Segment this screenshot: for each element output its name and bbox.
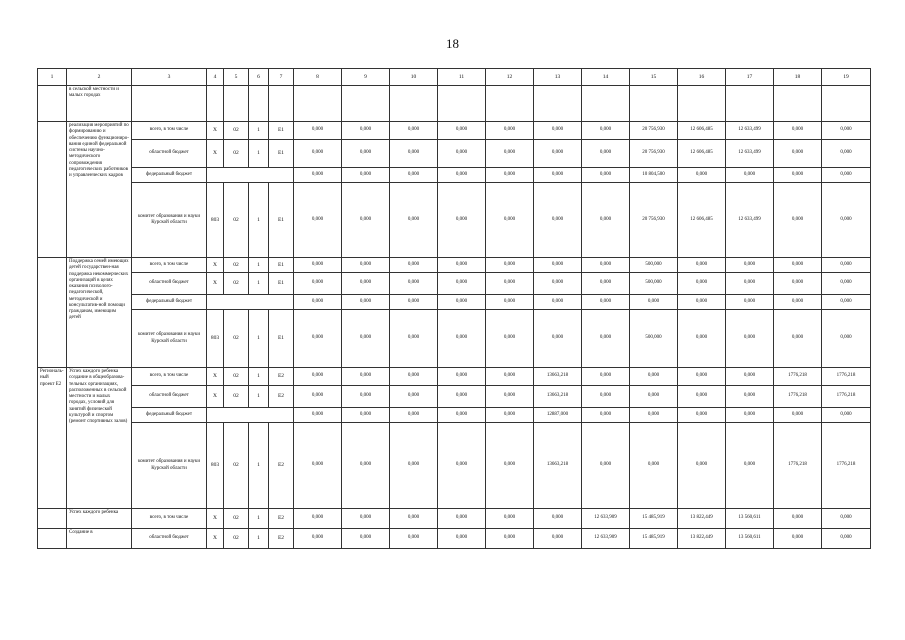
value-cell: 0,000 xyxy=(582,168,630,183)
value-cell: 0,000 xyxy=(438,168,486,183)
value-cell: 0,000 xyxy=(486,529,534,549)
value-cell: 500,000 xyxy=(630,310,678,368)
value-cell: 0,000 xyxy=(582,295,630,310)
code-grbs-cell: X xyxy=(207,258,224,273)
value-cell: 0,000 xyxy=(486,168,534,183)
table-row xyxy=(38,168,871,183)
code-grbs-cell: 803 xyxy=(207,183,224,258)
value-cell: 0,000 xyxy=(486,423,534,509)
header-cell: 3 xyxy=(132,69,207,86)
measure-cell: Поддержка семей имеющих детей государствен-ная поддержка некоммерческих организаций в целях оказания психолого-педагогической, методической и консультатив-ной помощи гражданам, имеющим детей xyxy=(67,258,132,368)
value-cell: 0,000 xyxy=(294,295,342,310)
value-cell: 0,000 xyxy=(486,386,534,408)
code-pr-cell: 1 xyxy=(249,140,269,168)
code-pr-cell: 1 xyxy=(249,122,269,140)
value-cell: 0,000 xyxy=(630,386,678,408)
table-row xyxy=(38,408,871,423)
value-cell: 0,000 xyxy=(582,423,630,509)
value-cell: 0,000 xyxy=(438,183,486,258)
code-grbs-cell: X xyxy=(207,529,224,549)
measure-cell: в сельской местности и малых городах xyxy=(67,86,132,122)
funding-source-cell xyxy=(132,86,207,122)
value-cell: 0,000 xyxy=(390,423,438,509)
value-cell: 15 485,919 xyxy=(630,529,678,549)
value-cell: 0,000 xyxy=(294,168,342,183)
value-cell: 0,000 xyxy=(342,368,390,386)
value-cell: 0,000 xyxy=(582,273,630,295)
value-cell: 0,000 xyxy=(774,122,822,140)
value-cell: 0,000 xyxy=(822,295,871,310)
value-cell xyxy=(390,86,438,122)
code-grbs-cell: 803 xyxy=(207,310,224,368)
value-cell: 0,000 xyxy=(294,258,342,273)
code-pr-cell: 1 xyxy=(249,386,269,408)
code-rz-cell: 02 xyxy=(224,122,249,140)
value-cell: 0,000 xyxy=(390,529,438,549)
header-cell: 7 xyxy=(269,69,294,86)
value-cell: 0,000 xyxy=(390,509,438,529)
code-rz-cell: 02 xyxy=(224,273,249,295)
value-cell: 0,000 xyxy=(486,122,534,140)
header-cell: 18 xyxy=(774,69,822,86)
value-cell: 0,000 xyxy=(534,509,582,529)
value-cell: 0,000 xyxy=(678,408,726,423)
value-cell: 0,000 xyxy=(582,386,630,408)
funding-source-cell: федеральный бюджет xyxy=(132,295,207,310)
value-cell: 13 822,449 xyxy=(678,509,726,529)
value-cell: 0,000 xyxy=(774,183,822,258)
value-cell: 0,000 xyxy=(294,368,342,386)
code-grbs-cell: X xyxy=(207,386,224,408)
code-csr-cell xyxy=(269,86,294,122)
value-cell: 0,000 xyxy=(822,258,871,273)
value-cell xyxy=(726,86,774,122)
value-cell: 10 804,500 xyxy=(630,168,678,183)
value-cell: 0,000 xyxy=(582,408,630,423)
code-rz-cell: 02 xyxy=(224,310,249,368)
project-cell xyxy=(38,86,67,122)
code-grbs-cell: 803 xyxy=(207,423,224,509)
code-grbs-cell: X xyxy=(207,140,224,168)
header-cell: 9 xyxy=(342,69,390,86)
value-cell: 0,000 xyxy=(534,140,582,168)
value-cell: 0,000 xyxy=(294,408,342,423)
value-cell: 0,000 xyxy=(534,295,582,310)
value-cell: 0,000 xyxy=(630,368,678,386)
value-cell: 0,000 xyxy=(678,423,726,509)
value-cell: 0,000 xyxy=(438,258,486,273)
header-cell: 1 xyxy=(38,69,67,86)
value-cell: 0,000 xyxy=(486,310,534,368)
value-cell: 0,000 xyxy=(390,295,438,310)
code-pr-cell xyxy=(249,86,269,122)
funding-source-cell: всего, в том числе xyxy=(132,509,207,529)
table-row xyxy=(38,386,871,408)
measure-cell: Успех каждого ребенка создание в общеобразова-тельных организациях, расположенных в сельской местности и малых городах, условий для занятий физической культурой и спортом (ремонт спортивных залов) xyxy=(67,368,132,509)
code-csr-cell: E2 xyxy=(269,423,294,509)
code-rz-cell: 02 xyxy=(224,423,249,509)
table-row xyxy=(38,295,871,310)
value-cell: 0,000 xyxy=(342,122,390,140)
header-cell: 6 xyxy=(249,69,269,86)
funding-source-cell: комитет образования и науки Курской области xyxy=(132,310,207,368)
value-cell: 0,000 xyxy=(822,509,871,529)
header-cell: 10 xyxy=(390,69,438,86)
value-cell: 0,000 xyxy=(774,258,822,273)
code-grbs-cell: X xyxy=(207,273,224,295)
header-cell: 8 xyxy=(294,69,342,86)
value-cell: 0,000 xyxy=(342,529,390,549)
value-cell: 0,000 xyxy=(342,423,390,509)
header-cell: 4 xyxy=(207,69,224,86)
code-pr-cell: 1 xyxy=(249,310,269,368)
value-cell: 0,000 xyxy=(390,183,438,258)
table-row xyxy=(38,183,871,258)
code-pr-cell: 1 xyxy=(249,529,269,549)
value-cell: 12 633,909 xyxy=(582,509,630,529)
value-cell: 0,000 xyxy=(726,168,774,183)
value-cell: 0,000 xyxy=(342,295,390,310)
header-cell: 17 xyxy=(726,69,774,86)
value-cell xyxy=(822,86,871,122)
value-cell: 0,000 xyxy=(822,273,871,295)
value-cell: 0,000 xyxy=(342,310,390,368)
value-cell: 0,000 xyxy=(438,295,486,310)
value-cell: 0,000 xyxy=(294,273,342,295)
value-cell: 13 560,611 xyxy=(726,509,774,529)
funding-source-cell: федеральный бюджет xyxy=(132,408,207,423)
funding-source-cell: всего, в том числе xyxy=(132,258,207,273)
value-cell: 0,000 xyxy=(582,183,630,258)
value-cell: 500,000 xyxy=(630,273,678,295)
value-cell: 0,000 xyxy=(390,258,438,273)
value-cell xyxy=(774,86,822,122)
value-cell: 0,000 xyxy=(486,295,534,310)
header-cell: 19 xyxy=(822,69,871,86)
value-cell: 0,000 xyxy=(438,529,486,549)
value-cell: 0,000 xyxy=(486,408,534,423)
code-empty-cell xyxy=(207,295,294,310)
code-pr-cell: 1 xyxy=(249,258,269,273)
code-grbs-cell: X xyxy=(207,368,224,386)
value-cell: 20 756,930 xyxy=(630,122,678,140)
value-cell: 0,000 xyxy=(486,509,534,529)
value-cell: 12 606,485 xyxy=(678,183,726,258)
code-rz-cell: 02 xyxy=(224,183,249,258)
value-cell: 12 633,499 xyxy=(726,140,774,168)
value-cell: 15 485,919 xyxy=(630,509,678,529)
value-cell xyxy=(534,86,582,122)
table-row xyxy=(38,423,871,509)
code-pr-cell: 1 xyxy=(249,509,269,529)
header-cell: 14 xyxy=(582,69,630,86)
value-cell: 0,000 xyxy=(534,273,582,295)
code-csr-cell: E1 xyxy=(269,258,294,273)
value-cell: 0,000 xyxy=(822,122,871,140)
value-cell: 0,000 xyxy=(726,423,774,509)
project-cell xyxy=(38,509,67,529)
code-grbs-cell: X xyxy=(207,122,224,140)
code-pr-cell: 1 xyxy=(249,423,269,509)
value-cell: 1776,218 xyxy=(774,386,822,408)
value-cell: 1776,218 xyxy=(822,368,871,386)
value-cell: 0,000 xyxy=(294,423,342,509)
code-csr-cell: E1 xyxy=(269,122,294,140)
value-cell xyxy=(342,86,390,122)
code-pr-cell: 1 xyxy=(249,273,269,295)
table-row xyxy=(38,310,871,368)
table-row xyxy=(38,368,871,386)
value-cell: 13663,218 xyxy=(534,368,582,386)
value-cell: 12 633,499 xyxy=(726,122,774,140)
funding-source-cell: всего, в том числе xyxy=(132,368,207,386)
code-csr-cell: E1 xyxy=(269,140,294,168)
value-cell: 0,000 xyxy=(294,310,342,368)
value-cell: 0,000 xyxy=(822,140,871,168)
measure-cell: Успех каждого ребенка xyxy=(67,509,132,529)
value-cell: 0,000 xyxy=(438,368,486,386)
value-cell: 0,000 xyxy=(582,122,630,140)
code-grbs-cell xyxy=(207,86,224,122)
funding-source-cell: всего, в том числе xyxy=(132,122,207,140)
code-rz-cell: 02 xyxy=(224,140,249,168)
code-rz-cell: 02 xyxy=(224,509,249,529)
value-cell: 0,000 xyxy=(438,310,486,368)
value-cell: 12887,000 xyxy=(534,408,582,423)
value-cell: 12 633,909 xyxy=(582,529,630,549)
value-cell: 0,000 xyxy=(342,509,390,529)
header-cell: 15 xyxy=(630,69,678,86)
value-cell: 0,000 xyxy=(390,168,438,183)
value-cell: 0,000 xyxy=(438,423,486,509)
value-cell: 0,000 xyxy=(438,122,486,140)
value-cell: 12 606,485 xyxy=(678,122,726,140)
value-cell: 0,000 xyxy=(726,368,774,386)
value-cell: 1776,218 xyxy=(822,386,871,408)
value-cell: 0,000 xyxy=(774,140,822,168)
code-csr-cell: E1 xyxy=(269,273,294,295)
header-cell: 13 xyxy=(534,69,582,86)
value-cell: 0,000 xyxy=(390,273,438,295)
value-cell: 0,000 xyxy=(678,368,726,386)
value-cell: 0,000 xyxy=(726,273,774,295)
value-cell xyxy=(438,86,486,122)
value-cell xyxy=(294,86,342,122)
value-cell: 0,000 xyxy=(342,140,390,168)
code-empty-cell xyxy=(207,168,294,183)
value-cell: 0,000 xyxy=(630,295,678,310)
value-cell: 13 822,449 xyxy=(678,529,726,549)
funding-source-cell: областной бюджет xyxy=(132,140,207,168)
header-cell: 2 xyxy=(67,69,132,86)
value-cell xyxy=(582,86,630,122)
value-cell: 0,000 xyxy=(774,168,822,183)
value-cell: 0,000 xyxy=(534,529,582,549)
value-cell: 0,000 xyxy=(774,310,822,368)
value-cell: 0,000 xyxy=(678,168,726,183)
value-cell: 20 756,930 xyxy=(630,183,678,258)
value-cell: 0,000 xyxy=(774,529,822,549)
value-cell: 0,000 xyxy=(438,509,486,529)
header-row xyxy=(38,69,871,86)
funding-source-cell: комитет образования и науки Курской области xyxy=(132,423,207,509)
value-cell: 0,000 xyxy=(582,258,630,273)
value-cell: 0,000 xyxy=(486,140,534,168)
code-csr-cell: E2 xyxy=(269,368,294,386)
value-cell: 0,000 xyxy=(486,368,534,386)
value-cell: 0,000 xyxy=(630,408,678,423)
value-cell: 12 633,499 xyxy=(726,183,774,258)
value-cell: 0,000 xyxy=(534,183,582,258)
value-cell: 0,000 xyxy=(822,529,871,549)
header-cell: 16 xyxy=(678,69,726,86)
code-empty-cell xyxy=(207,408,294,423)
value-cell: 0,000 xyxy=(294,509,342,529)
code-rz-cell: 02 xyxy=(224,258,249,273)
value-cell: 0,000 xyxy=(342,183,390,258)
value-cell: 0,000 xyxy=(486,258,534,273)
value-cell: 0,000 xyxy=(822,310,871,368)
value-cell: 0,000 xyxy=(294,529,342,549)
project-cell: Региональ-ный проект E2 xyxy=(38,368,67,509)
code-csr-cell: E1 xyxy=(269,310,294,368)
funding-source-cell: областной бюджет xyxy=(132,529,207,549)
value-cell: 0,000 xyxy=(678,386,726,408)
page-number: 18 xyxy=(446,36,459,51)
value-cell: 13663,218 xyxy=(534,386,582,408)
value-cell: 0,000 xyxy=(390,386,438,408)
funding-source-cell: комитет образования и науки Курской области xyxy=(132,183,207,258)
code-rz-cell xyxy=(224,86,249,122)
project-cell xyxy=(38,258,67,368)
value-cell: 0,000 xyxy=(822,408,871,423)
value-cell: 0,000 xyxy=(726,295,774,310)
value-cell: 500,000 xyxy=(630,258,678,273)
value-cell: 0,000 xyxy=(822,168,871,183)
value-cell: 13 560,611 xyxy=(726,529,774,549)
project-cell xyxy=(38,529,67,549)
value-cell: 0,000 xyxy=(342,273,390,295)
value-cell xyxy=(678,86,726,122)
value-cell: 0,000 xyxy=(774,273,822,295)
value-cell: 0,000 xyxy=(534,122,582,140)
table-row xyxy=(38,140,871,168)
value-cell: 0,000 xyxy=(678,295,726,310)
value-cell: 0,000 xyxy=(294,122,342,140)
measure-cell: реализация мероприятий по формированию и обеспечению функциониро-вания единой федеральной системы научно-методического сопровождения педагогических работников и управленческих кадров xyxy=(67,122,132,258)
code-pr-cell: 1 xyxy=(249,183,269,258)
code-pr-cell: 1 xyxy=(249,368,269,386)
value-cell: 0,000 xyxy=(726,258,774,273)
code-rz-cell: 02 xyxy=(224,529,249,549)
value-cell: 0,000 xyxy=(582,368,630,386)
value-cell: 0,000 xyxy=(630,423,678,509)
value-cell: 0,000 xyxy=(582,140,630,168)
value-cell: 0,000 xyxy=(438,386,486,408)
value-cell: 0,000 xyxy=(486,273,534,295)
value-cell xyxy=(630,86,678,122)
measure-cell: Создание в xyxy=(67,529,132,549)
value-cell: 0,000 xyxy=(726,310,774,368)
code-rz-cell: 02 xyxy=(224,386,249,408)
value-cell: 0,000 xyxy=(774,509,822,529)
value-cell: 0,000 xyxy=(678,273,726,295)
value-cell: 13663,218 xyxy=(534,423,582,509)
value-cell: 0,000 xyxy=(726,386,774,408)
value-cell: 0,000 xyxy=(342,408,390,423)
table-row xyxy=(38,273,871,295)
value-cell: 20 756,930 xyxy=(630,140,678,168)
value-cell: 0,000 xyxy=(678,310,726,368)
table-row xyxy=(38,509,871,529)
value-cell: 0,000 xyxy=(390,368,438,386)
table-row xyxy=(38,258,871,273)
value-cell: 1776,218 xyxy=(822,423,871,509)
funding-source-cell: областной бюджет xyxy=(132,273,207,295)
value-cell xyxy=(486,86,534,122)
value-cell: 0,000 xyxy=(726,408,774,423)
value-cell: 0,000 xyxy=(438,140,486,168)
funding-source-cell: областной бюджет xyxy=(132,386,207,408)
value-cell: 0,000 xyxy=(294,386,342,408)
value-cell: 0,000 xyxy=(390,140,438,168)
code-csr-cell: E1 xyxy=(269,183,294,258)
value-cell: 0,000 xyxy=(774,408,822,423)
value-cell: 0,000 xyxy=(534,258,582,273)
code-csr-cell: E2 xyxy=(269,529,294,549)
code-csr-cell: E2 xyxy=(269,509,294,529)
value-cell: 0,000 xyxy=(534,168,582,183)
value-cell: 0,000 xyxy=(438,408,486,423)
value-cell: 1776,218 xyxy=(774,423,822,509)
value-cell: 0,000 xyxy=(294,140,342,168)
code-csr-cell: E2 xyxy=(269,386,294,408)
value-cell: 0,000 xyxy=(294,183,342,258)
value-cell: 0,000 xyxy=(438,273,486,295)
table-row xyxy=(38,122,871,140)
value-cell: 0,000 xyxy=(486,183,534,258)
value-cell: 0,000 xyxy=(822,183,871,258)
value-cell: 1776,218 xyxy=(774,368,822,386)
value-cell: 0,000 xyxy=(342,386,390,408)
value-cell: 0,000 xyxy=(390,122,438,140)
value-cell: 0,000 xyxy=(678,258,726,273)
table-row xyxy=(38,529,871,549)
value-cell: 0,000 xyxy=(342,168,390,183)
value-cell: 0,000 xyxy=(342,258,390,273)
value-cell: 12 606,485 xyxy=(678,140,726,168)
value-cell: 0,000 xyxy=(534,310,582,368)
funding-source-cell: федеральный бюджет xyxy=(132,168,207,183)
header-cell: 5 xyxy=(224,69,249,86)
value-cell: 0,000 xyxy=(390,310,438,368)
code-grbs-cell: X xyxy=(207,509,224,529)
value-cell: 0,000 xyxy=(774,295,822,310)
table-row xyxy=(38,86,871,122)
value-cell: 0,000 xyxy=(390,408,438,423)
header-cell: 11 xyxy=(438,69,486,86)
value-cell: 0,000 xyxy=(582,310,630,368)
header-cell: 12 xyxy=(486,69,534,86)
project-cell xyxy=(38,122,67,258)
code-rz-cell: 02 xyxy=(224,368,249,386)
budget-table xyxy=(37,68,871,549)
